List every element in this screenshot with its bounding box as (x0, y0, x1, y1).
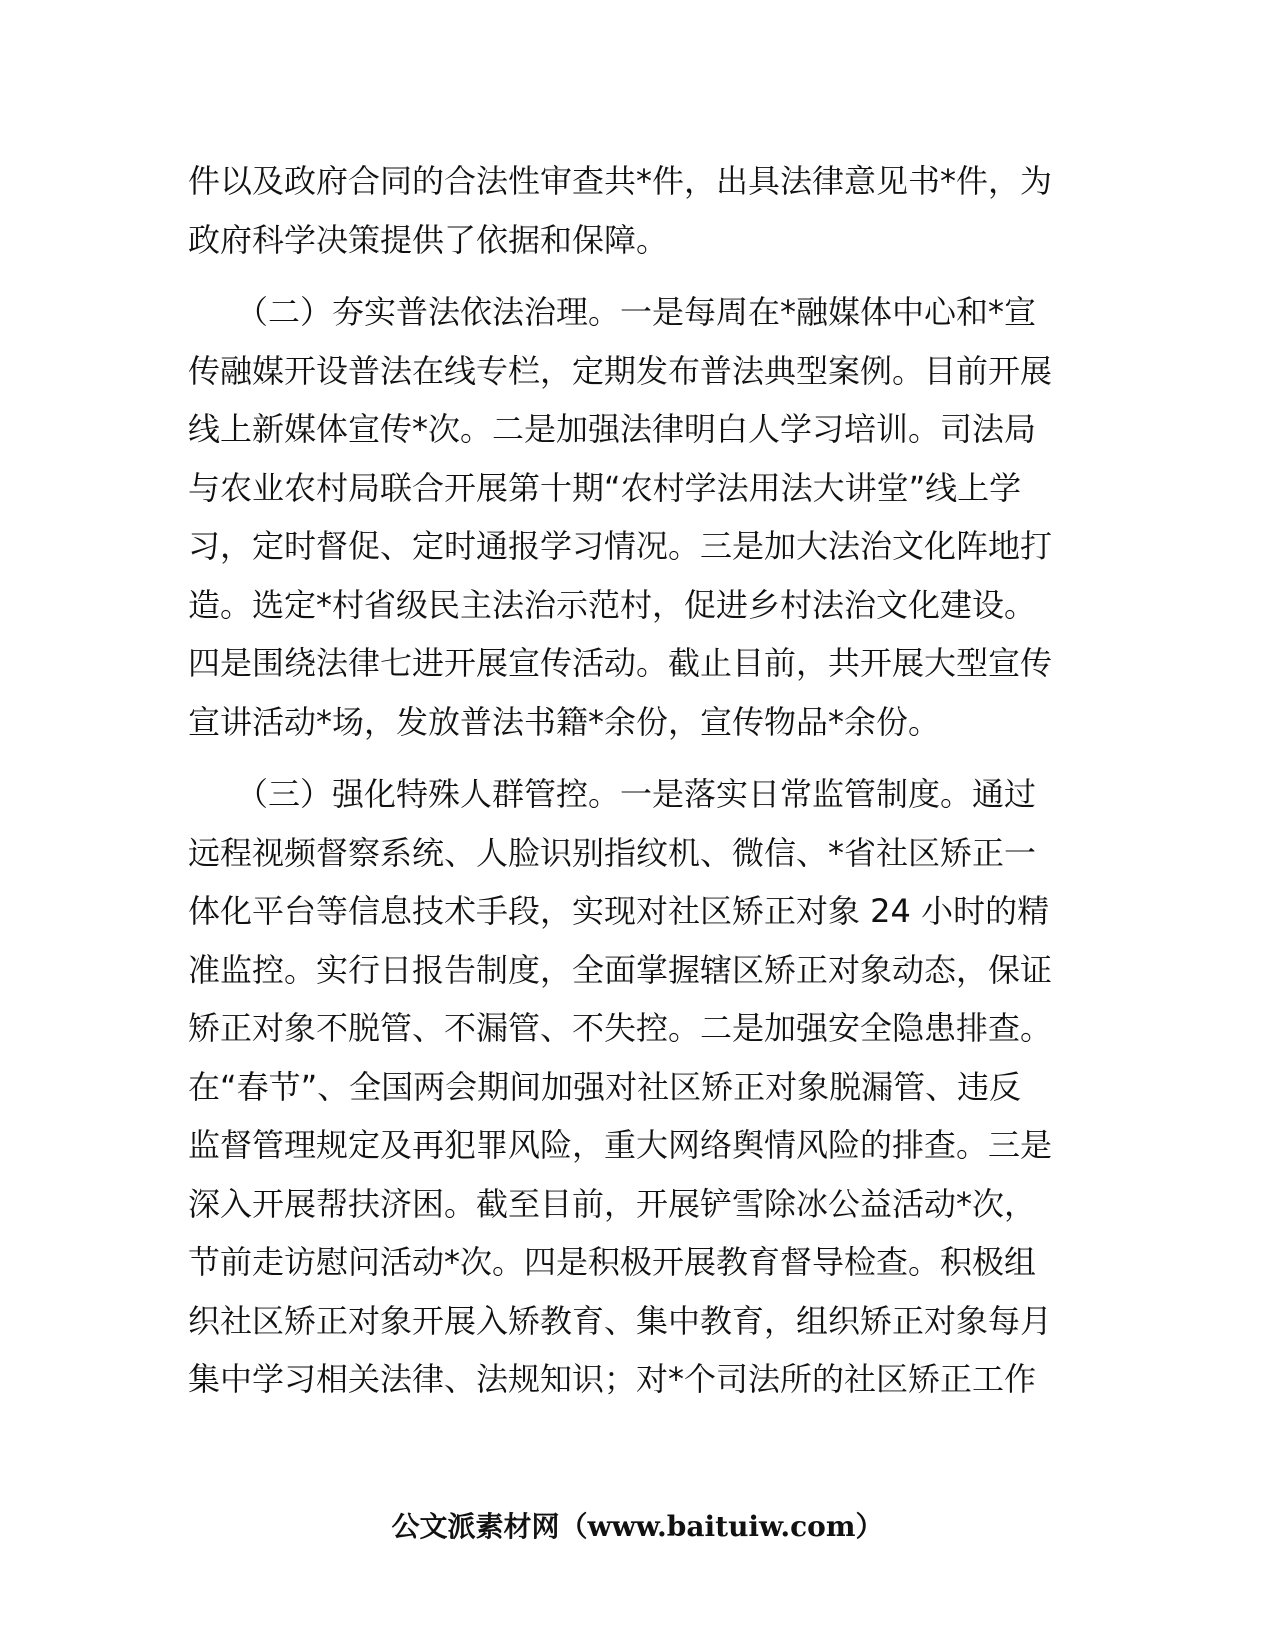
text-line: 习，定时督促、定时通报学习情况。三是加大法治文化阵地打 (188, 527, 1053, 565)
paragraph-3 (188, 765, 1088, 1409)
paragraph-1 (188, 152, 1088, 269)
text-line: 准监控。实行日报告制度，全面掌握辖区矫正对象动态，保证 (188, 950, 1053, 989)
text-line: 矫正对象不脱管、不漏管、不失控。二是加强安全隐患排查。 (188, 1009, 1053, 1047)
paragraph-2 (188, 283, 1088, 751)
paragraph-spacer (188, 751, 1088, 765)
text-line: 宣讲活动*场，发放普法书籍*余份，宣传物品*余份。 (188, 702, 941, 741)
text-line: 集中学习相关法律、法规知识；对*个司法所的社区矫正工作 (188, 1360, 1037, 1398)
paragraph-spacer (188, 269, 1088, 283)
text-line: 织社区矫正对象开展入矫教育、集中教育，组织矫正对象每月 (188, 1301, 1053, 1340)
text-line: 传融媒开设普法在线专栏，定期发布普法典型案例。目前开展 (188, 351, 1053, 390)
text-line: 件以及政府合同的合法性审查共*件，出具法律意见书*件，为 (188, 162, 1053, 200)
text-line: 与农业农村局联合开展第十期“农村学法用法大讲堂”线上学 (188, 468, 1022, 507)
text-line: 在“春节”、全国两会期间加强对社区矫正对象脱漏管、违反 (188, 1067, 1022, 1106)
text-line: 节前走访慰问活动*次。四是积极开展教育督导检查。积极组 (188, 1243, 1037, 1281)
text-line: （二）夯实普法依法治理。一是每周在*融媒体中心和*宣 (188, 293, 1037, 331)
text-line: 线上新媒体宣传*次。二是加强法律明白人学习培训。司法局 (188, 410, 1037, 448)
footer-watermark: 公文派素材网（www.baituiw.com） (391, 1510, 884, 1543)
text-line: 远程视频督察系统、人脸识别指纹机、微信、*省社区矫正一 (188, 833, 1037, 872)
text-line: 体化平台等信息技术手段，实现对社区矫正对象 24 小时的精 (188, 892, 1050, 930)
text-line: （三）强化特殊人群管控。一是落实日常监管制度。通过 (188, 775, 1037, 813)
text-line: 造。选定*村省级民主法治示范村，促进乡村法治文化建设。 (188, 585, 1037, 624)
text-line: 政府科学决策提供了依据和保障。 (188, 220, 669, 259)
text-line: 四是围绕法律七进开展宣传活动。截止目前，共开展大型宣传 (188, 644, 1053, 682)
document-body (188, 152, 1088, 1409)
text-line: 监督管理规定及再犯罪风险，重大网络舆情风险的排查。三是 (188, 1126, 1053, 1164)
text-line: 深入开展帮扶济困。截至目前，开展铲雪除冰公益活动*次， (188, 1184, 1037, 1223)
